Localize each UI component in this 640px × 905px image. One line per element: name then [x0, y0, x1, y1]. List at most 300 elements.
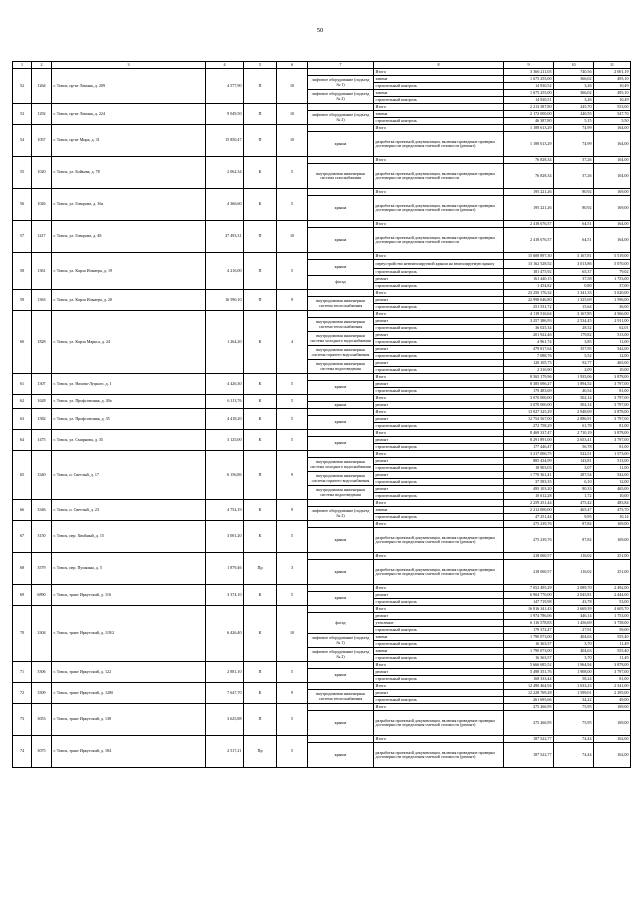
wall-material: П	[244, 451, 277, 500]
wall-material: П	[244, 662, 277, 683]
row-number: 66	[13, 500, 32, 521]
operation-name: Итого	[374, 157, 504, 164]
cost-value: 275 266,95	[504, 711, 554, 736]
house-area: 37 493,31	[206, 221, 244, 253]
house-id: 3150	[32, 521, 52, 553]
cost-value: 218 060,57	[504, 560, 554, 585]
unit-cost-value: 58,24	[554, 676, 594, 683]
operation-name: ремонт	[374, 297, 504, 304]
house-area: 4 577,90	[206, 69, 244, 104]
row-number: 62	[13, 395, 32, 409]
floor-count: 10	[277, 104, 308, 125]
operation-name: Итого	[374, 585, 504, 592]
column-number-10: 10	[554, 62, 594, 69]
cost-value: 201 922,46	[504, 332, 554, 339]
limit-value: 11,49	[594, 641, 631, 648]
work-type: крыша	[308, 228, 374, 253]
unit-cost-value: 287,54	[554, 472, 594, 479]
column-number-8: 8	[374, 62, 504, 69]
limit-value: 164,00	[594, 132, 631, 157]
work-type	[308, 104, 374, 111]
cost-value: 1 188 613,29	[504, 132, 554, 157]
table-row	[13, 290, 631, 297]
wall-material: П	[244, 253, 277, 290]
table-row	[13, 736, 631, 743]
floor-count: 5	[277, 704, 308, 736]
house-area: 6 113,76	[206, 395, 244, 409]
unit-cost-value: 74,99	[554, 125, 594, 132]
limit-value: 555,40	[594, 634, 631, 641]
cost-value: 13 162 528,52	[504, 260, 554, 269]
floor-count: 5	[277, 189, 308, 221]
house-address: г. Томск, тракт Иркутский, д. 122	[52, 662, 206, 683]
table-row	[13, 311, 631, 318]
row-number: 68	[13, 553, 32, 585]
house-address: г. Томск, пр-кт Ленина, д. 209	[52, 69, 206, 104]
work-type: крыша	[308, 402, 374, 409]
limit-value: 5 519,00	[594, 253, 631, 260]
operation-name: Итого	[374, 290, 504, 297]
limit-value: 164,00	[594, 125, 631, 132]
cost-value: 147 719,98	[504, 599, 554, 606]
operation-name: Итого	[374, 704, 504, 711]
cost-value: 6 904 770,00	[504, 592, 554, 599]
limit-value: 59,00	[594, 627, 631, 634]
row-number: 58	[13, 253, 32, 290]
unit-cost-value: 366,02	[554, 76, 594, 83]
column-number-3: 3	[52, 62, 206, 69]
table-row	[13, 662, 631, 669]
header-row	[13, 62, 631, 69]
house-id: 1417	[32, 221, 52, 253]
operation-name: разработка проектной документации, включая проведение проверки достоверности определения сметной стоимости (ремонт)	[374, 711, 504, 736]
cost-value: 12 228 769,28	[504, 690, 554, 697]
work-type: внутридомовая инженерная система теплоснабжения	[308, 297, 374, 311]
cost-value: 261 695,66	[504, 697, 554, 704]
limit-value: 169,00	[594, 711, 631, 736]
limit-value: 5,50	[594, 118, 631, 125]
wall-material: К	[244, 395, 277, 409]
limit-value: 251,00	[594, 560, 631, 585]
work-type: внутридомовая инженерная система водоотведения	[308, 360, 374, 374]
limit-value: 79,02	[594, 269, 631, 276]
row-number: 74	[13, 736, 32, 768]
table-row	[13, 157, 631, 164]
floor-count: 5	[277, 409, 308, 430]
cost-value: 10 612,28	[504, 493, 554, 500]
limit-value: 162,00	[594, 736, 631, 743]
work-type	[308, 606, 374, 613]
work-type: лифтовое оборудование (подъезд № 2)	[308, 90, 374, 104]
floor-count: 5	[277, 585, 308, 606]
work-type: лифтовое оборудование (подъезд № 2)	[308, 111, 374, 125]
limit-value: 169,00	[594, 196, 631, 221]
house-area: 4 752,19	[206, 500, 244, 521]
floor-count: 5	[277, 662, 308, 683]
limit-value: 81,00	[594, 676, 631, 683]
work-type: лифтовое оборудование (подъезд № 1)	[308, 76, 374, 90]
limit-value: 169,00	[594, 704, 631, 711]
unit-cost-value: 404,63	[554, 634, 594, 641]
work-type	[308, 290, 374, 297]
operation-name: строительный контроль	[374, 97, 504, 104]
operation-name: Итого	[374, 221, 504, 228]
row-number: 61	[13, 374, 32, 395]
unit-cost-value: 3 013,86	[554, 260, 594, 269]
operation-name: ремонт	[374, 381, 504, 388]
work-type: крыша	[308, 560, 374, 585]
cost-value: 7 052 495,29	[504, 585, 554, 592]
limit-value: 3 878,00	[594, 409, 631, 416]
limit-value: 3 878,00	[594, 662, 631, 669]
wall-material: К	[244, 311, 277, 374]
operation-name: строительный контроль	[374, 627, 504, 634]
unit-cost-value: 28,52	[554, 325, 594, 332]
house-area: 9 049,50	[206, 104, 244, 125]
operation-name: замена	[374, 507, 504, 514]
cost-value: 187 522,77	[504, 736, 554, 743]
operation-name: Итого	[374, 311, 504, 318]
operation-name: Итого	[374, 104, 504, 111]
limit-value: 5 070,00	[594, 260, 631, 269]
house-address: г. Томск, ул. Говорова, д. 36а	[52, 189, 206, 221]
work-type: внутридомовая инженерная система горячего водоснабжения	[308, 472, 374, 486]
work-type: крыша	[308, 743, 374, 768]
limit-value: 2 444,00	[594, 592, 631, 599]
house-id: 6890	[32, 585, 52, 606]
column-number-1: 1	[13, 62, 32, 69]
work-type	[308, 221, 374, 228]
operation-name: строительный контроль	[374, 118, 504, 125]
unit-cost-value: 87,82	[554, 528, 594, 553]
house-id: 1307	[32, 374, 52, 395]
column-number-11: 11	[594, 62, 631, 69]
table-row	[13, 606, 631, 613]
cost-value: 3 366 211,05	[504, 69, 554, 76]
cost-value: 16 363,57	[504, 655, 554, 662]
limit-value: 1 753,00	[594, 613, 631, 620]
limit-value: 10,00	[594, 493, 631, 500]
limit-value: 3 797,00	[594, 402, 631, 409]
limit-value: 164,00	[594, 221, 631, 228]
floor-count: 9	[277, 683, 308, 704]
operation-name: замена	[374, 648, 504, 655]
unit-cost-value: 357,95	[554, 346, 594, 353]
operation-name: Итого	[374, 395, 504, 402]
cost-value: 47 251,44	[504, 514, 554, 521]
operation-name: разработка проектной документации, включая проведение проверки достоверности определения сметной стоимости (ремонт)	[374, 560, 504, 585]
work-type: фасад	[308, 613, 374, 634]
limit-value: 465,00	[594, 360, 631, 367]
house-id: 3346	[32, 500, 52, 521]
house-area: 15 850,47	[206, 125, 244, 157]
unit-cost-value: 116,02	[554, 553, 594, 560]
wall-material: К	[244, 189, 277, 221]
cost-value: 177 446,47	[504, 444, 554, 451]
operation-name: строительный контроль	[374, 697, 504, 704]
work-type: внутридомовая инженерная система холодного водоснабжения	[308, 458, 374, 472]
cost-value: 36 025,34	[504, 325, 554, 332]
cost-value: 3 070 000,00	[504, 402, 554, 409]
work-type	[308, 704, 374, 711]
house-area: 4 366,60	[206, 189, 244, 221]
unit-cost-value: 2 653,41	[554, 437, 594, 444]
unit-cost-value: 37,26	[554, 164, 594, 189]
work-type: внутридомовая инженерная система водоотведения	[308, 486, 374, 500]
work-type	[308, 553, 374, 560]
floor-count: 10	[277, 125, 308, 157]
cost-value: 1 675 255,00	[504, 90, 554, 97]
cost-value: 179 372,47	[504, 627, 554, 634]
cost-value: 76 828,34	[504, 164, 554, 189]
unit-cost-value: 116,02	[554, 560, 594, 585]
row-number: 55	[13, 157, 32, 189]
unit-cost-value: 2 089,70	[554, 585, 594, 592]
cost-value: 275 266,95	[504, 704, 554, 711]
operation-name: Итого	[374, 683, 504, 690]
house-address: г. Томск, п. Светлый, д. 23	[52, 500, 206, 521]
cost-value: 37 583,35	[504, 479, 554, 486]
floor-count: 5	[277, 157, 308, 189]
house-id: 1363	[32, 290, 52, 311]
unit-cost-value: 75,95	[554, 704, 594, 711]
limit-value: 10,49	[594, 83, 631, 90]
work-type: крыша	[308, 260, 374, 276]
operation-name: замена	[374, 111, 504, 118]
limit-value: 81,00	[594, 423, 631, 430]
cost-value: 2 172 000,00	[504, 111, 554, 118]
unit-cost-value: 6,10	[554, 479, 594, 486]
house-area: 3 125,00	[206, 430, 244, 451]
operation-name: ремонт	[374, 318, 504, 325]
cost-value: 187 522,77	[504, 743, 554, 768]
limit-value: 11,00	[594, 465, 631, 472]
unit-cost-value: 34,22	[554, 697, 594, 704]
cost-value: 16 816 341,43	[504, 606, 554, 613]
house-id: 3340	[32, 451, 52, 500]
operation-name: ремонт	[374, 690, 504, 697]
unit-cost-value: 65,37	[554, 269, 594, 276]
cost-value: 275 239,76	[504, 521, 554, 528]
house-id: 3053	[32, 704, 52, 736]
unit-cost-value: 2 948,69	[554, 409, 594, 416]
wall-material: П	[244, 704, 277, 736]
operation-name: строительный контроль	[374, 479, 504, 486]
unit-cost-value: 143,81	[554, 458, 594, 465]
column-number-9: 9	[504, 62, 554, 69]
cost-value: 8 565 179,96	[504, 374, 554, 381]
work-type	[308, 585, 374, 592]
operation-name: строительный контроль	[374, 493, 504, 500]
wall-material: К	[244, 430, 277, 451]
table-row	[13, 451, 631, 458]
house-area: 6 426,40	[206, 606, 244, 662]
house-address: г. Томск, пр-кт Ленина, д. 224	[52, 104, 206, 125]
work-type	[308, 409, 374, 416]
operation-name: строительный контроль	[374, 444, 504, 451]
unit-cost-value: 740,56	[554, 69, 594, 76]
cost-value: 495 103,20	[504, 486, 554, 493]
cost-value: 1 675 255,00	[504, 76, 554, 83]
cost-value: 1 188 613,29	[504, 125, 554, 132]
row-number: 64	[13, 430, 32, 451]
operation-name: замена	[374, 90, 504, 97]
operation-name: ремонт	[374, 276, 504, 283]
column-number-2: 2	[32, 62, 52, 69]
limit-value: 4 566,00	[594, 311, 631, 318]
limit-value: 3 797,00	[594, 669, 631, 676]
operation-name: ремонт	[374, 458, 504, 465]
limit-value: 3 620,00	[594, 290, 631, 297]
limit-value: 2 295,00	[594, 690, 631, 697]
work-type: внутридомовая инженерная система теплоснабжения	[308, 690, 374, 704]
cost-value: 14 930,52	[504, 83, 554, 90]
wall-material: П	[244, 290, 277, 311]
wall-material: К	[244, 521, 277, 553]
limit-value: 513,00	[594, 332, 631, 339]
cost-value: 2 213 387,80	[504, 104, 554, 111]
table-row	[13, 125, 631, 132]
limit-value: 62,01	[594, 325, 631, 332]
work-type	[308, 157, 374, 164]
limit-value: 164,00	[594, 228, 631, 253]
limit-value: 2 911,00	[594, 318, 631, 325]
floor-count: 9	[277, 290, 308, 311]
cost-value: 179 483,69	[504, 388, 554, 395]
unit-cost-value: 56,78	[554, 444, 594, 451]
cost-value: 12 490 464,94	[504, 683, 554, 690]
cost-value: 2 418 676,57	[504, 221, 554, 228]
cost-value: 46 387,80	[504, 118, 554, 125]
work-type: крыша	[308, 132, 374, 157]
house-id: 1475	[32, 430, 52, 451]
cost-value: 8 469 337,47	[504, 430, 554, 437]
house-area: 4 426,30	[206, 374, 244, 395]
house-address: г. Томск, пер. Хвойный, д. 15	[52, 521, 206, 553]
wall-material: Пр	[244, 736, 277, 768]
limit-value: 169,00	[594, 521, 631, 528]
limit-value: 555,40	[594, 648, 631, 655]
work-type: лифтовое оборудование (подъезд № 1)	[308, 634, 374, 648]
limit-value: 49,00	[594, 697, 631, 704]
floor-count: 4	[277, 311, 308, 374]
unit-cost-value: 43,78	[554, 599, 594, 606]
unit-cost-value: 404,63	[554, 648, 594, 655]
work-type	[308, 311, 374, 318]
unit-cost-value: 80,33	[554, 486, 594, 493]
row-number: 72	[13, 683, 32, 704]
floor-count: 9	[277, 500, 308, 521]
operation-name: Итого	[374, 606, 504, 613]
wall-material: К	[244, 585, 277, 606]
cost-value: 12 754 567,00	[504, 416, 554, 423]
house-id: 1057	[32, 125, 52, 157]
page-number: 50	[316, 27, 324, 34]
wall-material: К	[244, 409, 277, 430]
unit-cost-value: 74,99	[554, 132, 594, 157]
unit-cost-value: 5,52	[554, 353, 594, 360]
cost-value: 16 363,57	[504, 641, 554, 648]
column-number-7: 7	[308, 62, 374, 69]
unit-cost-value: 502,14	[554, 395, 594, 402]
table-row	[13, 430, 631, 437]
floor-count: 9	[277, 451, 308, 500]
table-row	[13, 189, 631, 196]
limit-value: 12,00	[594, 353, 631, 360]
unit-cost-value: 1 599,01	[554, 690, 594, 697]
unit-cost-value: 3 167,81	[554, 253, 594, 260]
unit-cost-value: 465,47	[554, 507, 594, 514]
limit-value: 169,00	[594, 189, 631, 196]
house-area: 4 418,20	[206, 409, 244, 430]
operation-name: Итого	[374, 69, 504, 76]
table-row	[13, 221, 631, 228]
work-type: внутридомовая инженерная система горячего водоснабжения	[308, 346, 374, 360]
cost-value: 4 961,74	[504, 339, 554, 346]
operation-name: Итого	[374, 553, 504, 560]
wall-material: Пр	[244, 553, 277, 585]
floor-count: 5	[277, 736, 308, 768]
limit-value: 37,00	[594, 283, 631, 290]
operation-name: разработка проектной документации, включая проведение проверки достоверности определения сметной стоимости (ремонт)	[374, 196, 504, 221]
floor-count: 5	[277, 430, 308, 451]
table-row	[13, 683, 631, 690]
house-id: 1628	[32, 395, 52, 409]
work-type: крыша	[308, 416, 374, 430]
cost-value: 2 212 000,00	[504, 507, 554, 514]
limit-value: 53,00	[594, 599, 631, 606]
work-type	[308, 683, 374, 690]
table-row	[13, 374, 631, 381]
unit-cost-value: 27,91	[554, 627, 594, 634]
unit-cost-value: 2 045,81	[554, 592, 594, 599]
operation-name: Итого	[374, 125, 504, 132]
unit-cost-value: 1 908,00	[554, 669, 594, 676]
unit-cost-value: 475,42	[554, 500, 594, 507]
unit-cost-value: 74,44	[554, 743, 594, 768]
operation-name: Итого	[374, 662, 504, 669]
limit-value: 162,00	[594, 743, 631, 768]
row-number: 54	[13, 125, 32, 157]
wall-material: К	[244, 157, 277, 189]
limit-value: 513,00	[594, 458, 631, 465]
work-type	[308, 395, 374, 402]
cost-value: 23 250 176,32	[504, 290, 554, 297]
unit-cost-value: 92,77	[554, 360, 594, 367]
floor-count: 3	[277, 553, 308, 585]
limit-value: 81,00	[594, 444, 631, 451]
limit-value: 1 596,00	[594, 297, 631, 304]
cost-value: 885 434,99	[504, 458, 554, 465]
cost-value: 3 217 006,75	[504, 451, 554, 458]
work-type	[308, 451, 374, 458]
limit-value: 3 878,00	[594, 374, 631, 381]
limit-value: 12,00	[594, 479, 631, 486]
limit-value: 495,10	[594, 76, 631, 83]
wall-material: К	[244, 500, 277, 521]
cost-value: 5 666 685,52	[504, 662, 554, 669]
limit-value: 81,00	[594, 388, 631, 395]
unit-cost-value: 1 633,23	[554, 683, 594, 690]
house-area: 2 881,10	[206, 662, 244, 683]
operation-name: ремонт	[374, 613, 504, 620]
unit-cost-value: 75,95	[554, 711, 594, 736]
row-number: 67	[13, 521, 32, 553]
operation-name: разработка проектной документации, включая проведение проверки достоверности определения сметной стоимости (ремонт)	[374, 528, 504, 553]
cost-value: 1 974 786,06	[504, 613, 554, 620]
operation-name: строительный контроль	[374, 676, 504, 683]
operation-name: замена	[374, 634, 504, 641]
